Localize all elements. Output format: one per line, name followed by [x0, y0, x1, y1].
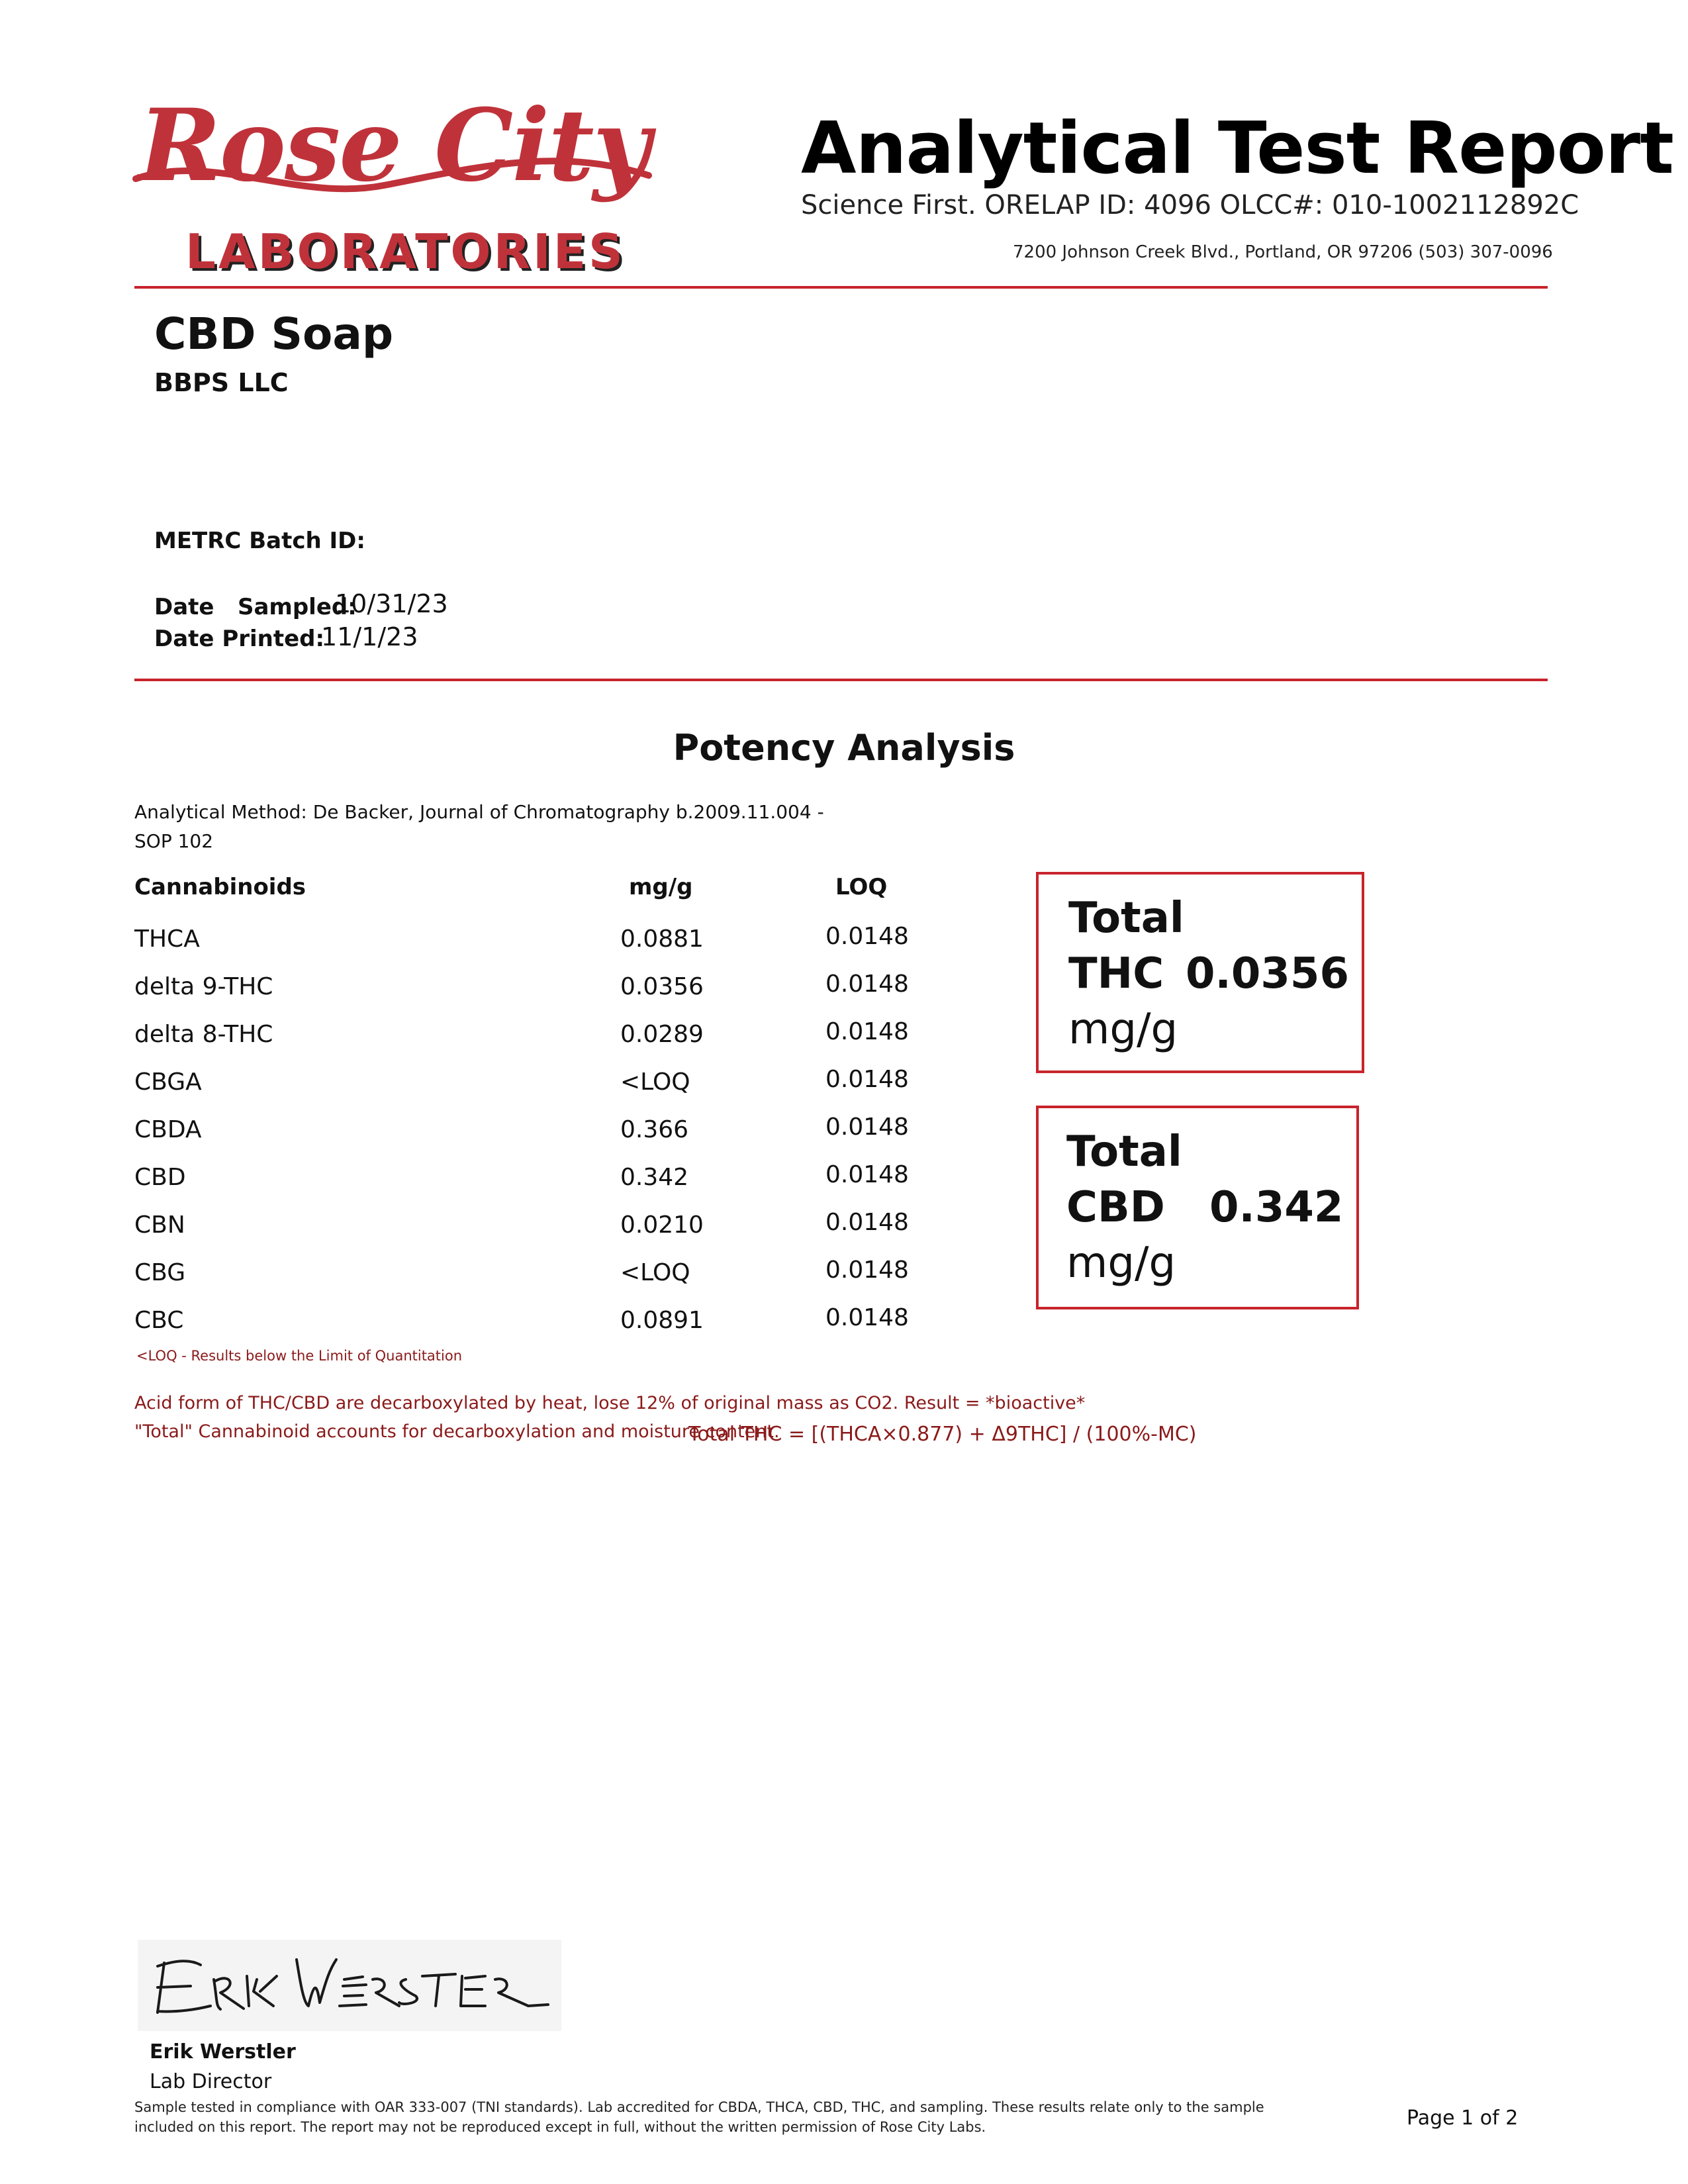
row-name-delta9: delta 9-THC	[134, 973, 273, 1000]
row-loq-delta8: 0.0148	[825, 1018, 909, 1045]
section-divider	[134, 679, 1548, 681]
client-name: BBPS LLC	[154, 368, 289, 397]
column-header-loq: LOQ	[835, 874, 888, 900]
signatory-name: Erik Werstler	[150, 2040, 296, 2064]
row-value-cbg: <LOQ	[620, 1259, 690, 1286]
row-loq-cbn: 0.0148	[825, 1209, 909, 1236]
header-divider	[134, 286, 1548, 289]
signature-image	[138, 1940, 561, 2031]
row-value-delta8: 0.0289	[620, 1021, 704, 1048]
column-header-mg-g: mg/g	[629, 874, 693, 900]
row-loq-thca: 0.0148	[825, 923, 909, 950]
row-value-delta9: 0.0356	[620, 973, 704, 1000]
header-subtitle: Science First. ORELAP ID: 4096 OLCC#: 010-1002112892C	[801, 190, 1579, 220]
row-loq-delta9: 0.0148	[825, 971, 909, 998]
date-sampled-value: 10/31/23	[335, 589, 448, 618]
total-thc-analyte: THC	[1068, 949, 1164, 998]
row-name-cbga: CBGA	[134, 1068, 202, 1096]
row-name-delta8: delta 8-THC	[134, 1021, 273, 1048]
row-name-cbn: CBN	[134, 1211, 185, 1239]
signatory-title: Lab Director	[150, 2070, 272, 2093]
metrc-batch-label: METRC Batch ID:	[154, 528, 365, 554]
row-name-cbc: CBC	[134, 1307, 184, 1334]
row-value-cbn: 0.0210	[620, 1211, 704, 1239]
row-loq-cbga: 0.0148	[825, 1066, 909, 1093]
row-value-cbda: 0.366	[620, 1116, 689, 1143]
total-thc-unit: mg/g	[1068, 1005, 1178, 1054]
lab-logo	[132, 86, 655, 285]
date-printed-label: Date Printed:	[154, 626, 325, 652]
total-cbd-box	[1036, 1106, 1359, 1309]
total-thc-value: 0.0356	[1186, 949, 1349, 998]
row-name-cbd: CBD	[134, 1164, 186, 1191]
page-number: Page 1 of 2	[1407, 2107, 1519, 2130]
row-loq-cbg: 0.0148	[825, 1257, 909, 1284]
row-loq-cbc: 0.0148	[825, 1304, 909, 1331]
column-header-cannabinoids: Cannabinoids	[134, 874, 306, 900]
row-value-cbd: 0.342	[620, 1164, 689, 1191]
total-cbd-analyte: CBD	[1066, 1183, 1165, 1232]
row-loq-cbda: 0.0148	[825, 1114, 909, 1141]
footer-disclaimer: Sample tested in compliance with OAR 333-007 (TNI standards). Lab accredited for CBDA, THCA, CBD, THC, and sampling. These results relate only to the sample included on this report. The report may not be reproduced except in full, without the written permission of Rose City Labs.	[134, 2099, 1264, 2135]
row-name-cbda: CBDA	[134, 1116, 202, 1143]
row-name-thca: THCA	[134, 926, 200, 953]
signature-drawing	[138, 1940, 561, 2031]
total-thc-label: Total	[1068, 894, 1184, 943]
analytical-method: Analytical Method: De Backer, Journal of Chromatography b.2009.11.004 - SOP 102	[134, 801, 824, 852]
total-thc-box	[1036, 872, 1364, 1073]
row-loq-cbd: 0.0148	[825, 1161, 909, 1188]
acid-note: Acid form of THC/CBD are decarboxylated by heat, lose 12% of original mass as CO2. Result = *bioactive*	[134, 1393, 1086, 1413]
total-cbd-unit: mg/g	[1066, 1239, 1176, 1288]
product-name: CBD Soap	[154, 309, 394, 359]
logo-script-text: Rose City	[138, 87, 649, 204]
loq-note: <LOQ - Results below the Limit of Quantitation	[136, 1348, 463, 1364]
total-thc-formula: Total THC = [(THCA×0.877) + Δ9THC] / (100%-MC)	[688, 1423, 1197, 1446]
report-title: Analytical Test Report	[801, 107, 1673, 190]
logo-sub-text: LABORATORIES	[185, 224, 626, 279]
row-name-cbg: CBG	[134, 1259, 186, 1286]
row-value-thca: 0.0881	[620, 926, 704, 953]
total-cbd-label: Total	[1066, 1127, 1182, 1176]
date-sampled-label: Date Sampled:	[154, 594, 357, 620]
total-note: "Total" Cannabinoid accounts for decarboxylation and moisture content.	[134, 1421, 780, 1442]
lab-address: 7200 Johnson Creek Blvd., Portland, OR 97206 (503) 307-0096	[1013, 242, 1553, 262]
row-value-cbga: <LOQ	[620, 1068, 690, 1096]
row-value-cbc: 0.0891	[620, 1307, 704, 1334]
date-printed-value: 11/1/23	[321, 622, 418, 651]
section-title: Potency Analysis	[673, 727, 1015, 769]
total-cbd-value: 0.342	[1209, 1183, 1344, 1232]
